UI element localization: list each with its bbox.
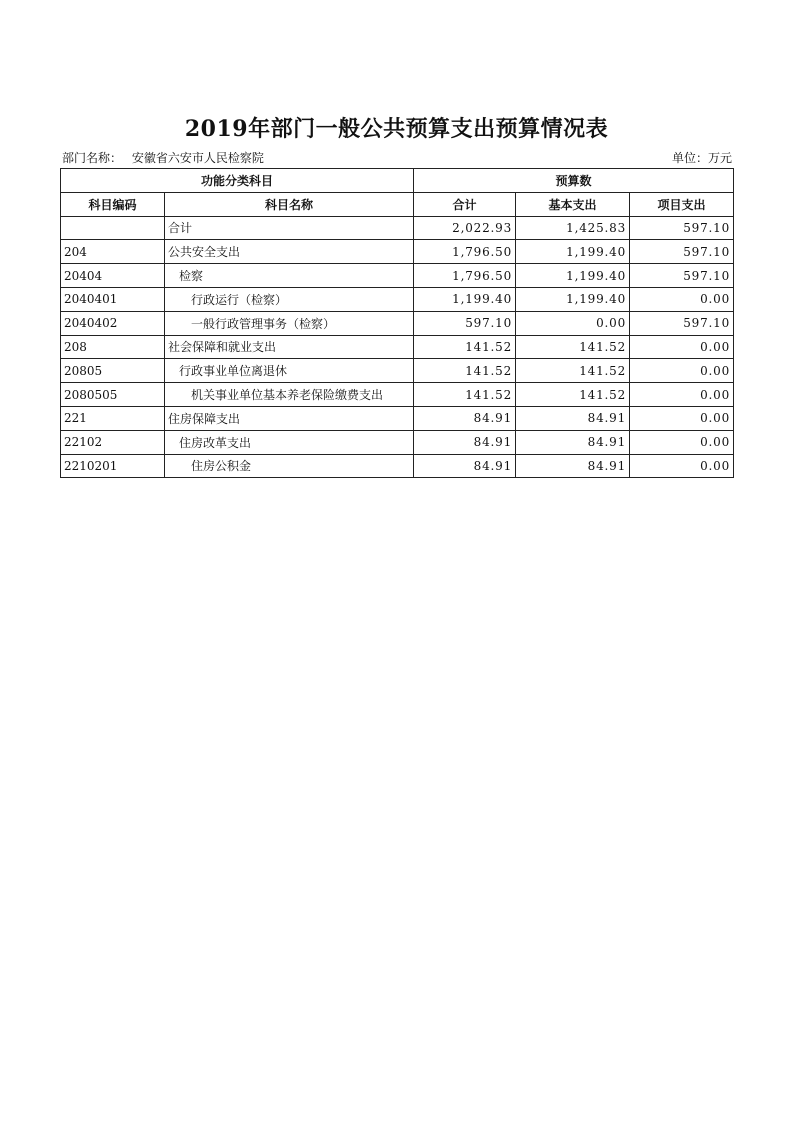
name-cell: 行政运行（检察） [165, 287, 414, 311]
project-cell: 0.00 [630, 359, 734, 383]
total-cell: 141.52 [414, 359, 516, 383]
header-column-row [61, 192, 734, 216]
project-cell: 0.00 [630, 287, 734, 311]
department-name: 安徽省六安市人民检察院 [131, 151, 264, 165]
total-cell: 84.91 [414, 406, 516, 430]
table-row [61, 287, 734, 311]
code-cell: 2040401 [61, 287, 165, 311]
total-cell: 141.52 [414, 335, 516, 359]
project-cell: 0.00 [630, 335, 734, 359]
code-cell: 204 [61, 240, 165, 264]
code-cell: 2210201 [61, 454, 165, 478]
code-cell [61, 216, 165, 240]
budget-table [60, 168, 734, 478]
project-cell: 597.10 [630, 216, 734, 240]
name-cell: 合计 [165, 216, 414, 240]
header-budget-amount: 预算数 [414, 169, 734, 193]
project-cell: 0.00 [630, 406, 734, 430]
table-row [61, 216, 734, 240]
department-info [62, 149, 264, 166]
page-title: 2019年部门一般公共预算支出预算情况表 [184, 116, 609, 142]
total-cell: 1,796.50 [414, 240, 516, 264]
basic-cell: 84.91 [516, 430, 630, 454]
table-row [61, 311, 734, 335]
basic-cell: 1,199.40 [516, 264, 630, 288]
budget-table-body [61, 216, 734, 478]
total-cell: 84.91 [414, 430, 516, 454]
name-cell: 住房保障支出 [165, 406, 414, 430]
basic-cell: 1,199.40 [516, 287, 630, 311]
table-row [61, 240, 734, 264]
table-row [61, 430, 734, 454]
total-cell: 2,022.93 [414, 216, 516, 240]
name-cell: 行政事业单位离退休 [165, 359, 414, 383]
table-row [61, 335, 734, 359]
project-cell: 597.10 [630, 264, 734, 288]
name-cell: 住房公积金 [165, 454, 414, 478]
name-cell: 公共安全支出 [165, 240, 414, 264]
total-cell: 597.10 [414, 311, 516, 335]
code-cell: 208 [61, 335, 165, 359]
department-label: 部门名称： [62, 151, 123, 165]
project-cell: 597.10 [630, 311, 734, 335]
code-cell: 2040402 [61, 311, 165, 335]
table-row [61, 383, 734, 407]
basic-cell: 84.91 [516, 406, 630, 430]
name-cell: 一般行政管理事务（检察） [165, 311, 414, 335]
header-group-row [61, 169, 734, 193]
basic-cell: 0.00 [516, 311, 630, 335]
basic-cell: 1,425.83 [516, 216, 630, 240]
project-cell: 0.00 [630, 430, 734, 454]
header-function-category: 功能分类科目 [61, 169, 414, 193]
table-row [61, 454, 734, 478]
name-cell: 检察 [165, 264, 414, 288]
code-cell: 20404 [61, 264, 165, 288]
code-cell: 20805 [61, 359, 165, 383]
basic-cell: 1,199.40 [516, 240, 630, 264]
project-cell: 0.00 [630, 454, 734, 478]
basic-cell: 141.52 [516, 359, 630, 383]
code-cell: 221 [61, 406, 165, 430]
basic-cell: 141.52 [516, 335, 630, 359]
basic-cell: 84.91 [516, 454, 630, 478]
unit-label: 单位：万元 [671, 151, 732, 165]
total-cell: 1,796.50 [414, 264, 516, 288]
header-name: 科目名称 [165, 192, 414, 216]
project-cell: 597.10 [630, 240, 734, 264]
basic-cell: 141.52 [516, 383, 630, 407]
total-cell: 84.91 [414, 454, 516, 478]
header-basic: 基本支出 [516, 192, 630, 216]
name-cell: 住房改革支出 [165, 430, 414, 454]
total-cell: 1,199.40 [414, 287, 516, 311]
total-cell: 141.52 [414, 383, 516, 407]
table-row [61, 264, 734, 288]
table-row [61, 359, 734, 383]
name-cell: 社会保障和就业支出 [165, 335, 414, 359]
name-cell: 机关事业单位基本养老保险缴费支出 [165, 383, 414, 407]
code-cell: 2080505 [61, 383, 165, 407]
code-cell: 22102 [61, 430, 165, 454]
header-code: 科目编码 [61, 192, 165, 216]
header-project: 项目支出 [630, 192, 734, 216]
table-row [61, 406, 734, 430]
header-total: 合计 [414, 192, 516, 216]
project-cell: 0.00 [630, 383, 734, 407]
